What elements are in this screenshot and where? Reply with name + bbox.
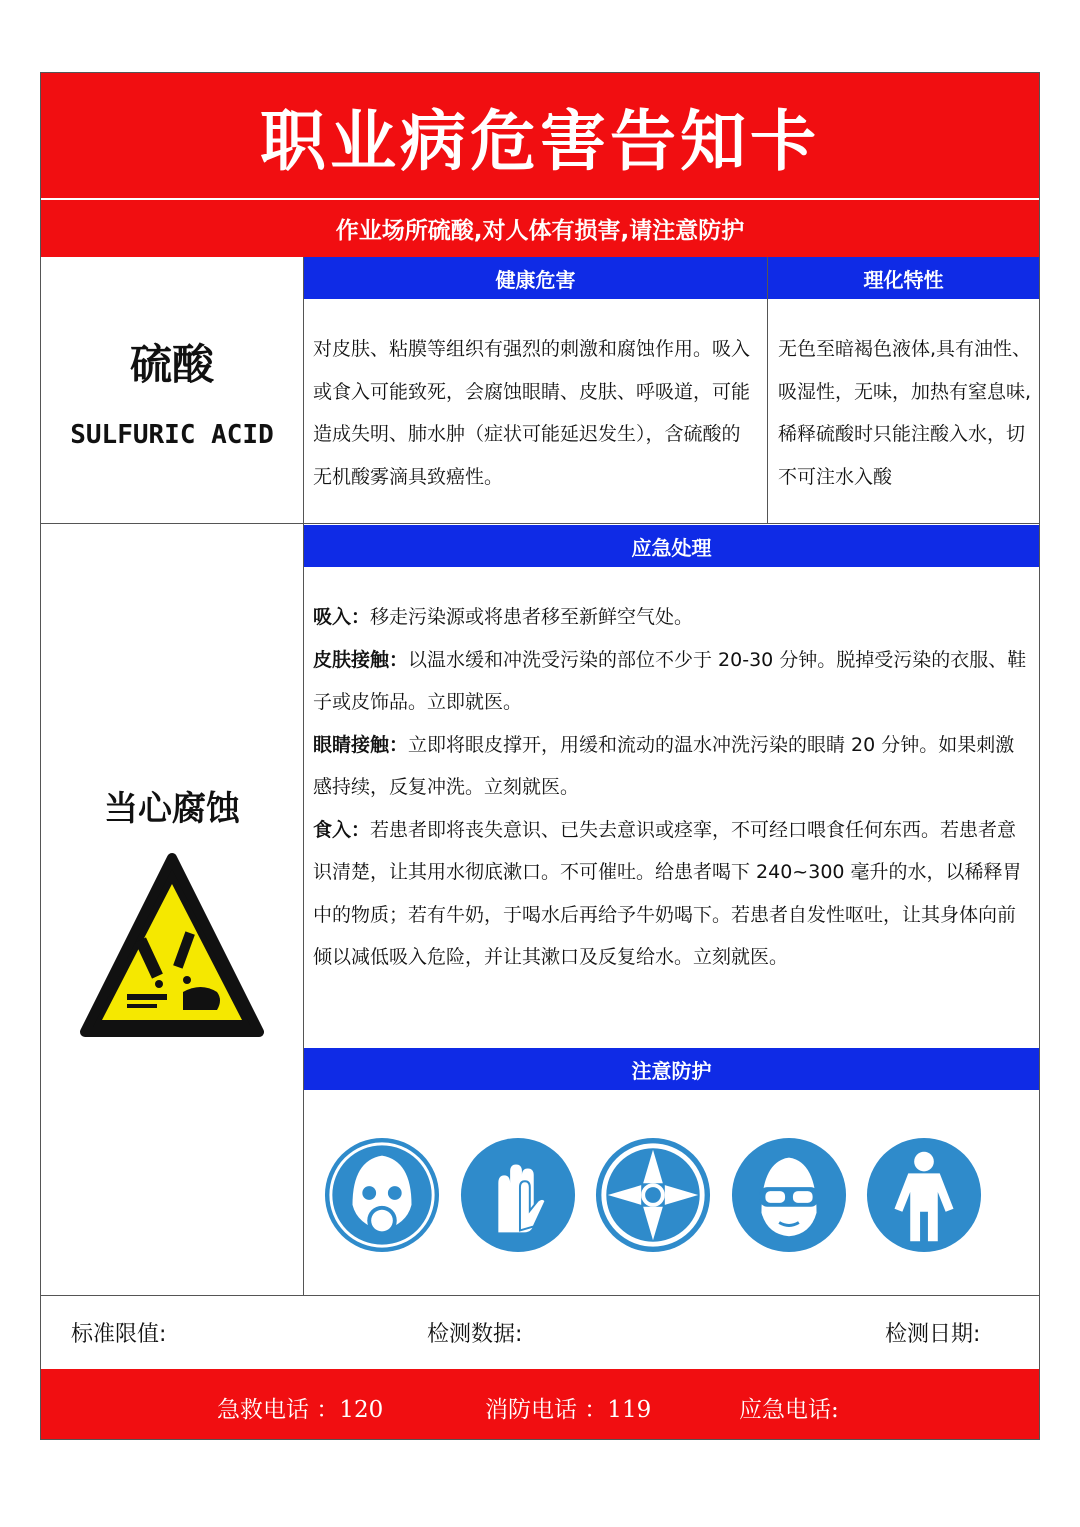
emergency-item-skin: 皮肤接触：以温水缓和冲洗受污染的部位不少于 20-30 分钟。脱掉受污染的衣服、鞋子或皮饰品。立即就医。 xyxy=(313,648,1027,713)
card-subtitle: 作业场所硫酸,对人体有损害,请注意防护 xyxy=(335,218,745,244)
card-title: 职业病危害告知卡 xyxy=(260,103,820,180)
warning-cell xyxy=(41,525,303,1295)
emergency-item-inhalation: 吸入：移走污染源或将患者移至新鲜空气处。 xyxy=(313,606,694,628)
title-bar xyxy=(41,73,1039,199)
properties-header: 理化特性 xyxy=(768,257,1039,299)
footer-fields xyxy=(41,1297,1039,1368)
hazard-notice-card xyxy=(40,72,1040,1440)
subtitle-bar xyxy=(41,200,1039,257)
protection-icons xyxy=(323,1133,983,1257)
first-aid-phone: 急救电话 ：120 xyxy=(217,1397,384,1423)
emergency-text xyxy=(313,596,1033,979)
health-hazard-header: 健康危害 xyxy=(304,257,767,299)
phone-bar xyxy=(41,1369,1039,1439)
protective-suit-icon xyxy=(865,1136,983,1254)
divider xyxy=(41,1295,1039,1296)
protection-header: 注意防护 xyxy=(304,1048,1039,1090)
properties-text: 无色至暗褐色液体,具有油性、吸湿性，无味，加热有窒息味,稀释硫酸时只能注酸入水，切不可注水入酸 xyxy=(778,338,1032,488)
warning-title: 当心腐蚀 xyxy=(104,788,240,829)
test-data-label: 检测数据: xyxy=(427,1322,523,1347)
emergency-item-ingestion: 食入：若患者即将丧失意识、已失去意识或痉挛，不可经口喂食任何东西。若患者意识清楚，让其用水彻底漱口。不可催吐。给患者喝下 240~300 毫升的水，以稀释胃中的物质；若有牛奶，于喝水后再给予牛奶喝下。若患者自发性呕吐，让其身体向前倾以减低吸入危险，并让其漱口及反复给水。立刻就医。 xyxy=(313,818,1022,968)
emergency-header: 应急处理 xyxy=(304,525,1039,567)
safety-goggles-icon xyxy=(730,1136,848,1254)
substance-name-cell xyxy=(41,258,303,524)
fire-phone: 消防电话 ：119 xyxy=(485,1397,652,1423)
emergency-phone: 应急电话: xyxy=(739,1397,839,1423)
corrosion-warning-icon xyxy=(79,850,265,1040)
test-date-label: 检测日期: xyxy=(885,1322,981,1347)
substance-name-cn: 硫酸 xyxy=(129,340,214,389)
gas-mask-icon xyxy=(323,1136,441,1254)
divider xyxy=(303,257,304,1296)
emergency-item-eye: 眼睛接触：立即将眼皮撑开，用缓和流动的温水冲洗污染的眼睛 20 分钟。如果刺激感持续，反复冲洗。立刻就医。 xyxy=(313,733,1015,798)
substance-name-en: SULFURIC ACID xyxy=(70,420,274,450)
ventilation-fan-icon xyxy=(594,1136,712,1254)
health-hazard-text: 对皮肤、粘膜等组织有强烈的刺激和腐蚀作用。吸入或食入可能致死，会腐蚀眼睛、皮肤、呼吸道，可能造成失明、肺水肿（症状可能延迟发生），含硫酸的无机酸雾滴具致癌性。 xyxy=(313,338,751,488)
gloves-icon xyxy=(459,1136,577,1254)
standard-limit-label: 标准限值: xyxy=(71,1322,167,1347)
